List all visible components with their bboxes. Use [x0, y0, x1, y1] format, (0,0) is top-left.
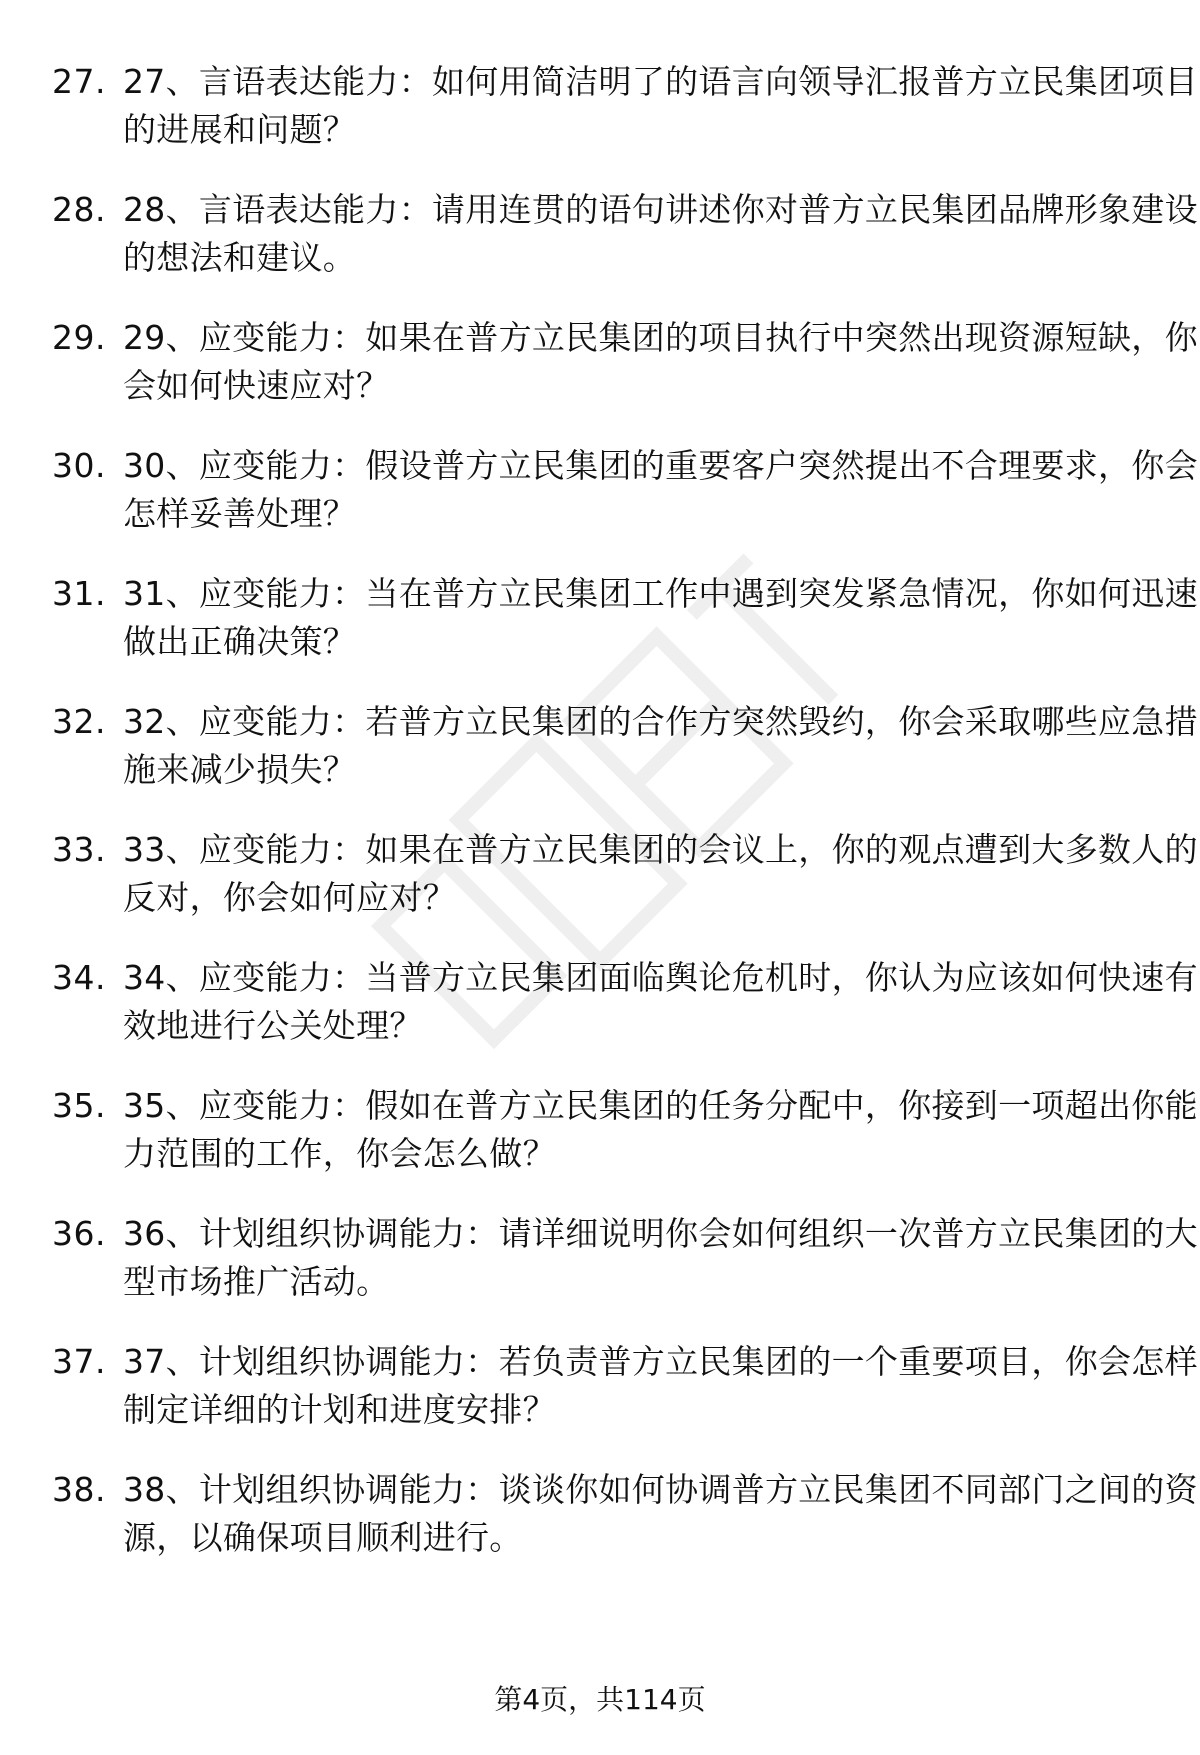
item-text: 31、应变能力：当在普方立民集团工作中遇到突发紧急情况，你如何迅速做出正确决策？ — [123, 574, 1198, 661]
item-number: 34. — [52, 958, 106, 997]
item-number: 31. — [52, 574, 106, 613]
item-number: 33. — [52, 830, 106, 869]
item-text: 38、计划组织协调能力：谈谈你如何协调普方立民集团不同部门之间的资源，以确保项目顺利进行。 — [123, 1470, 1198, 1557]
page-number-footer: 第4页，共114页 — [494, 1683, 706, 1716]
item-number: 30. — [52, 446, 106, 485]
item-text: 28、言语表达能力：请用连贯的语句讲述你对普方立民集团品牌形象建设的想法和建议。 — [123, 190, 1198, 277]
item-text: 29、应变能力：如果在普方立民集团的项目执行中突然出现资源短缺，你会如何快速应对？ — [123, 318, 1198, 405]
item-text: 33、应变能力：如果在普方立民集团的会议上，你的观点遭到大多数人的反对，你会如何应对？ — [123, 830, 1198, 917]
item-number: 36. — [52, 1214, 106, 1253]
list-item — [52, 698, 1198, 810]
item-number: 27. — [52, 62, 106, 101]
item-text: 27、言语表达能力：如何用简洁明了的语言向领导汇报普方立民集团项目的进展和问题？ — [123, 62, 1198, 149]
list-item — [52, 314, 1198, 426]
list-item — [52, 1210, 1198, 1322]
list-item — [52, 570, 1198, 682]
list-item — [52, 1466, 1198, 1578]
item-number: 32. — [52, 702, 106, 741]
item-text: 36、计划组织协调能力：请详细说明你会如何组织一次普方立民集团的大型市场推广活动。 — [123, 1214, 1198, 1301]
item-number: 35. — [52, 1086, 106, 1125]
item-text: 37、计划组织协调能力：若负责普方立民集团的一个重要项目，你会怎样制定详细的计划和进度安排？ — [123, 1342, 1198, 1429]
list-item — [52, 58, 1198, 170]
item-number: 29. — [52, 318, 106, 357]
question-list — [52, 58, 1198, 1594]
list-item — [52, 954, 1198, 1066]
item-number: 38. — [52, 1470, 106, 1509]
list-item — [52, 826, 1198, 938]
item-text: 30、应变能力：假设普方立民集团的重要客户突然提出不合理要求，你会怎样妥善处理？ — [123, 446, 1198, 533]
item-number: 28. — [52, 190, 106, 229]
list-item — [52, 442, 1198, 554]
list-item — [52, 1338, 1198, 1450]
item-text: 34、应变能力：当普方立民集团面临舆论危机时，你认为应该如何快速有效地进行公关处理？ — [123, 958, 1198, 1045]
item-text: 32、应变能力：若普方立民集团的合作方突然毁约，你会采取哪些应急措施来减少损失？ — [123, 702, 1198, 789]
item-text: 35、应变能力：假如在普方立民集团的任务分配中，你接到一项超出你能力范围的工作，你会怎么做？ — [123, 1086, 1198, 1173]
item-number: 37. — [52, 1342, 106, 1381]
list-item — [52, 186, 1198, 298]
list-item — [52, 1082, 1198, 1194]
